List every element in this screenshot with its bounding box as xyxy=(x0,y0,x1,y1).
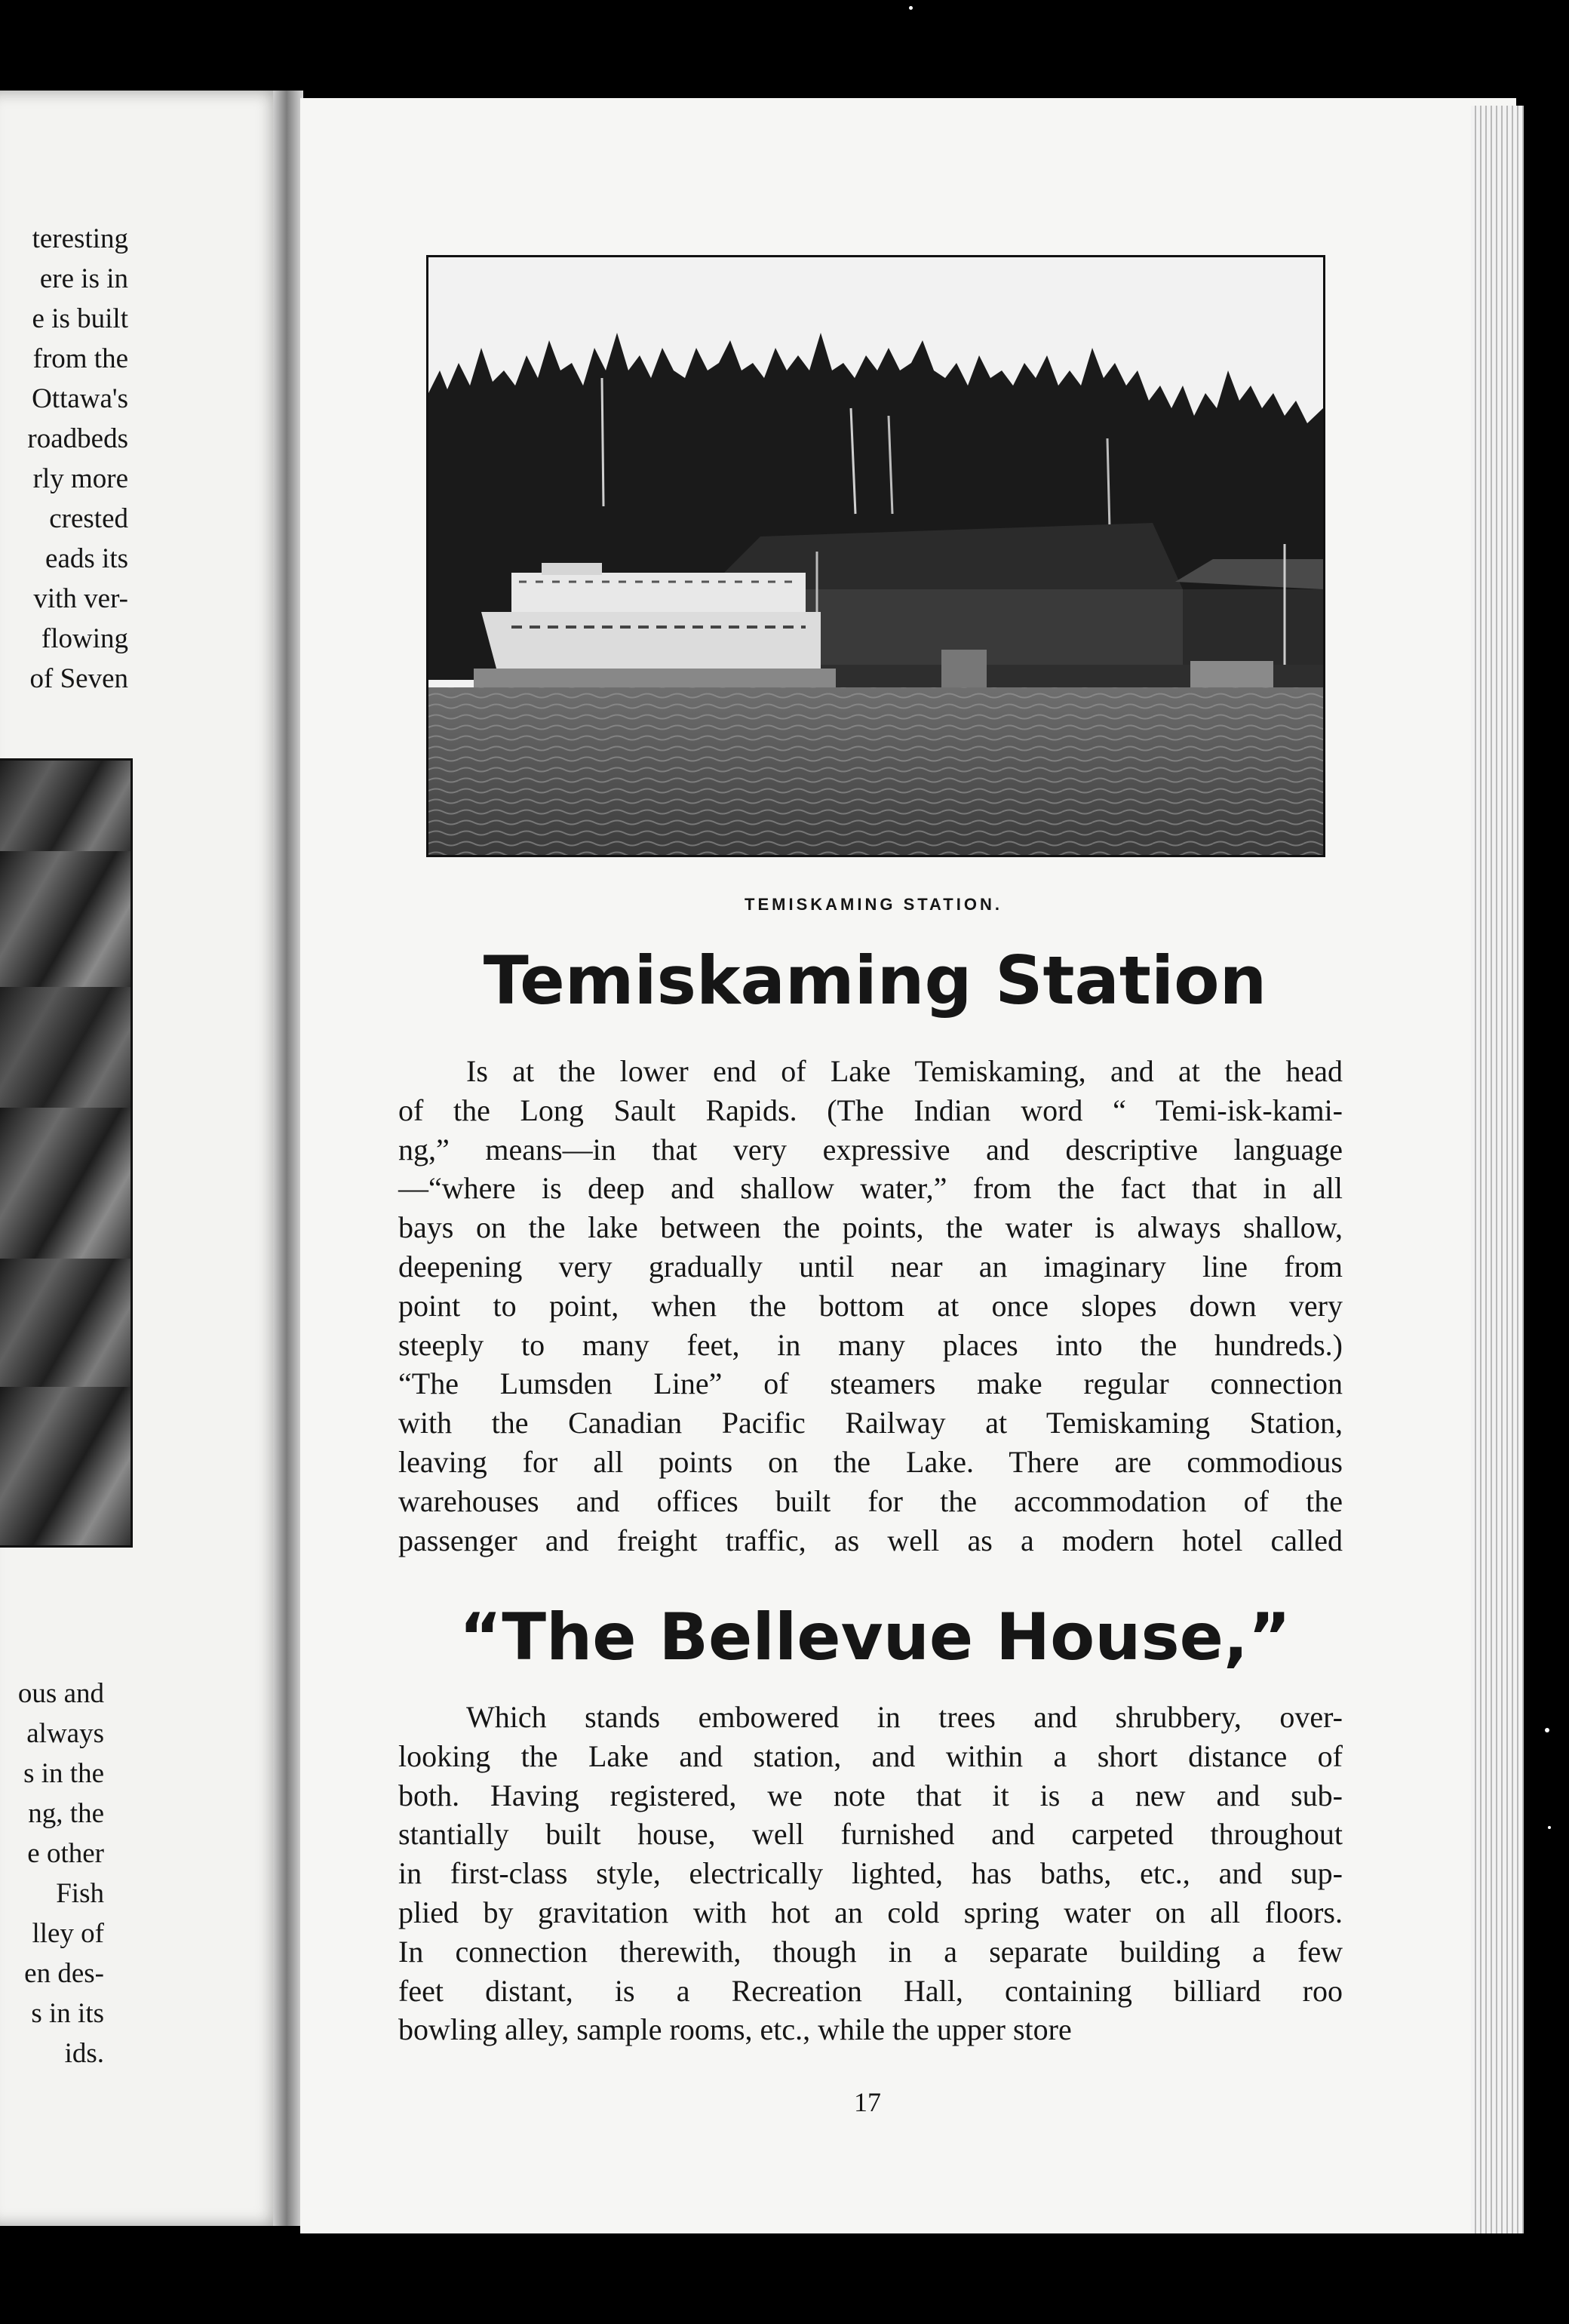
text-line: with the Canadian Pacific Railway at Temiskaming Station, xyxy=(398,1406,1343,1440)
text-line: point to point, when the bottom at once slopes down very xyxy=(398,1288,1343,1323)
scan-speck xyxy=(909,6,913,10)
text-line: Is at the lower end of Lake Temiskaming, and at the head xyxy=(466,1054,1343,1088)
text-line: passenger and freight traffic, as well as a modern hotel called xyxy=(398,1523,1343,1557)
left-line: lley of xyxy=(32,1918,104,1949)
text-line: steeply to many feet, in many places into the hundreds.) xyxy=(398,1327,1343,1362)
left-line: ng, the xyxy=(28,1798,104,1829)
left-line: roadbeds xyxy=(27,423,128,454)
left-page-lower-text xyxy=(0,1674,104,2073)
text-line: bays on the lake between the points, the water is always shallow, xyxy=(398,1210,1343,1245)
left-line: of Seven xyxy=(29,663,128,694)
text-line: plied by gravitation with hot an cold spring water on all floors. xyxy=(398,1895,1343,1929)
text-line: feet distant, is a Recreation Hall, containing billiard roo xyxy=(398,1973,1343,2008)
text-line: deepening very gradually until near an imaginary line from xyxy=(398,1249,1343,1283)
hotel-paragraph xyxy=(398,1698,1343,2049)
text-line: “The Lumsden Line” of steamers make regular connection xyxy=(398,1366,1343,1401)
scan-speck xyxy=(1548,1826,1551,1829)
left-line: ids. xyxy=(64,2038,104,2069)
left-line: e is built xyxy=(32,303,128,334)
scan-speck xyxy=(1545,1728,1549,1732)
left-line: vith ver- xyxy=(33,583,128,614)
left-page-upper-text xyxy=(0,219,128,699)
left-line: ere is in xyxy=(39,263,128,294)
text-line: bowling alley, sample rooms, etc., while the upper store xyxy=(398,2012,1072,2047)
text-line: looking the Lake and station, and within a short distance of xyxy=(398,1738,1343,1773)
text-line: stantially built house, well furnished and carpeted throughout xyxy=(398,1817,1343,1852)
left-line: rly more xyxy=(32,463,128,494)
text-line: —“where is deep and shallow water,” from the fact that in all xyxy=(398,1171,1343,1206)
left-line: Ottawa's xyxy=(32,383,128,414)
section-heading-station: Temiskaming Station xyxy=(483,942,1267,1019)
left-page-fragment xyxy=(0,91,287,2226)
left-page-cliff-photo xyxy=(0,758,133,1548)
text-line: both. Having registered, we note that it is a new and sub- xyxy=(398,1778,1343,1812)
photo-caption: TEMISKAMING STATION. xyxy=(745,895,1003,914)
left-line: e other xyxy=(27,1838,104,1869)
station-paragraph xyxy=(398,1052,1343,1560)
text-line: leaving for all points on the Lake. There are commodious xyxy=(398,1444,1343,1479)
left-line: en des- xyxy=(24,1958,104,1989)
book-gutter xyxy=(273,91,303,2226)
text-line: ng,” means—in that very expressive and descriptive language xyxy=(398,1132,1343,1167)
left-line: flowing xyxy=(41,623,128,654)
left-line: eads its xyxy=(45,543,128,574)
left-line: teresting xyxy=(32,223,128,254)
left-line: always xyxy=(26,1718,104,1749)
left-line: s in the xyxy=(23,1758,104,1789)
text-line: warehouses and offices built for the accommodation of the xyxy=(398,1483,1343,1518)
text-line: In connection therewith, though in a separate building a few xyxy=(398,1934,1343,1969)
left-line: Fish xyxy=(56,1878,104,1909)
left-line: s in its xyxy=(31,1998,104,2029)
station-photo-illustration xyxy=(428,257,1323,855)
temiskaming-station-photo xyxy=(426,255,1325,857)
text-line: Which stands embowered in trees and shrubbery, over- xyxy=(466,1700,1343,1734)
left-line: ous and xyxy=(17,1678,104,1709)
text-line: of the Long Sault Rapids. (The Indian word “ Temi-isk-kami- xyxy=(398,1093,1343,1127)
section-heading-bellevue-house: “The Bellevue House,” xyxy=(459,1600,1291,1675)
left-line: from the xyxy=(32,343,128,374)
text-line: in first-class style, electrically lighted, has baths, etc., and sup- xyxy=(398,1856,1343,1891)
page-edge xyxy=(1471,106,1524,2233)
left-line: crested xyxy=(49,503,128,534)
page-number: 17 xyxy=(854,2087,881,2117)
